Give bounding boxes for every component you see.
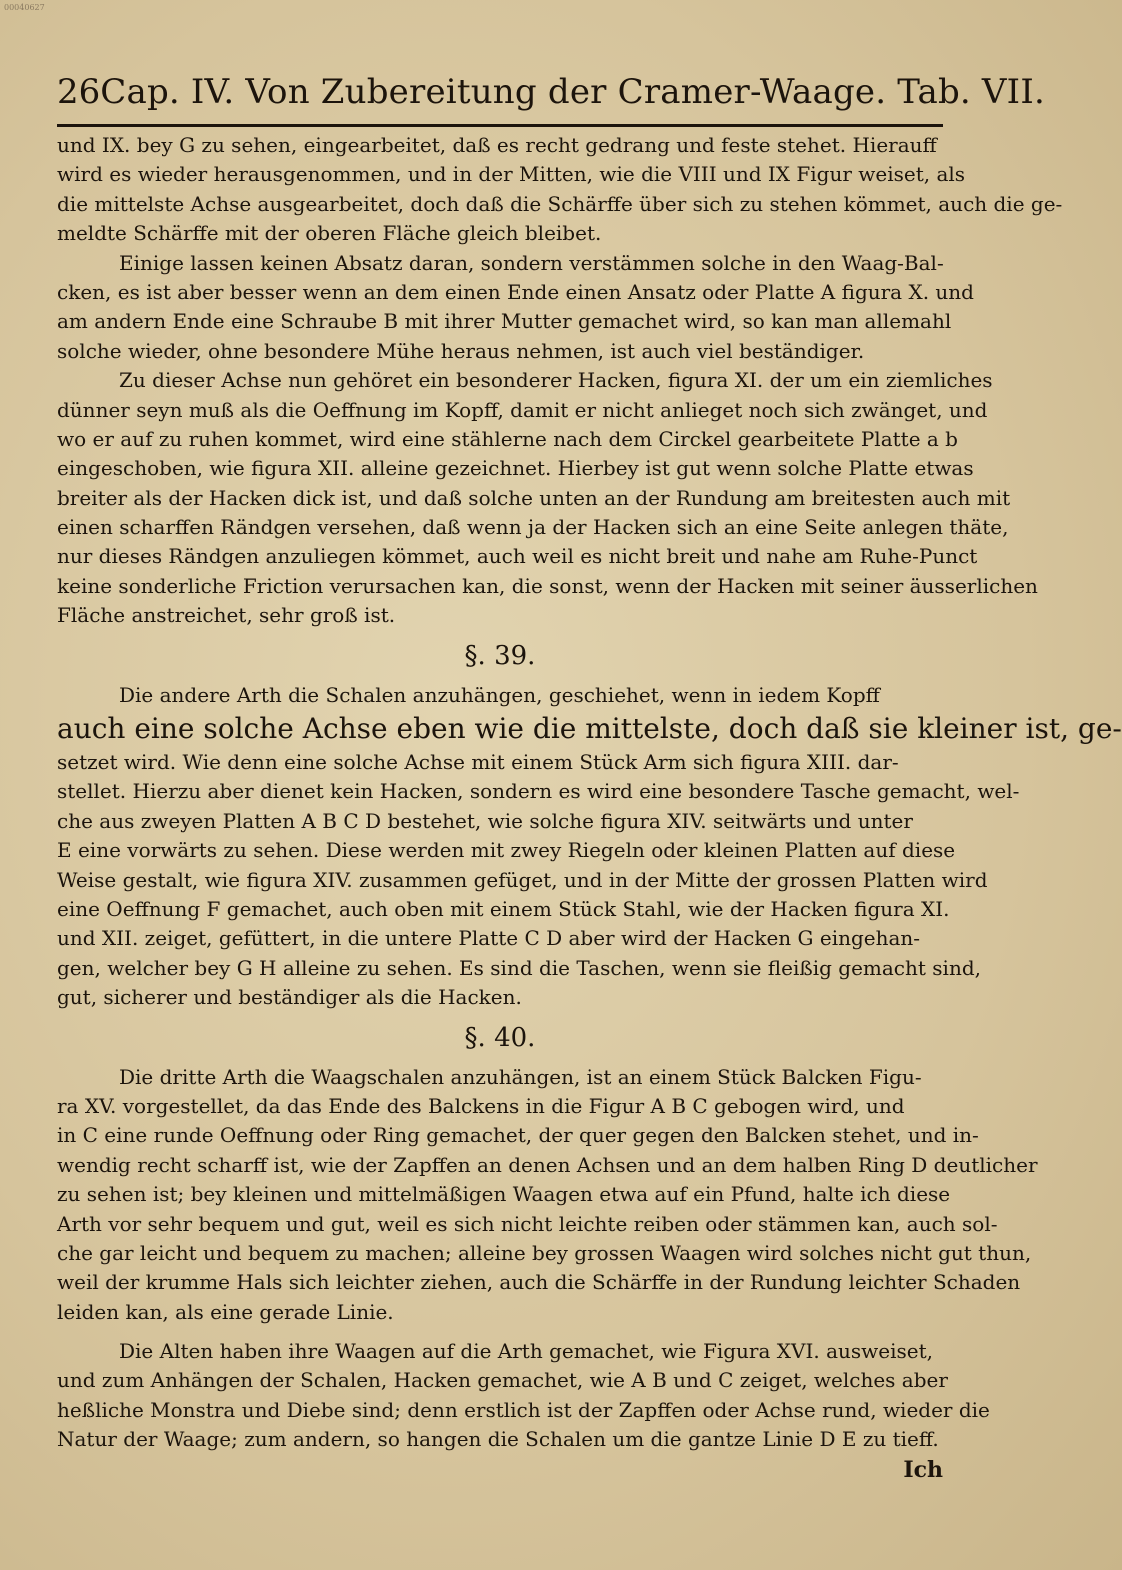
text-line: Die Alten haben ihre Waagen auf die Arth gemachet, wie Figura XVI. ausweiset, — [119, 1339, 933, 1364]
text-line: wendig recht scharff ist, wie der Zapffen an denen Achsen und an dem halben Ring D deutlicher — [57, 1152, 1038, 1177]
text-line: breiter als der Hacken dick ist, und daß solche unten an der Rundung am breitesten auch mit — [57, 485, 1011, 510]
catchword: Ich — [903, 1456, 943, 1483]
text-line: stellet. Hierzu aber dienet kein Hacken, sondern es wird eine besondere Tasche gemacht, wel- — [57, 779, 1020, 804]
text-line: Weise gestalt, wie figura XIV. zusammen gefüget, und in der Mitte der grossen Platten wird — [57, 867, 988, 892]
header-rule — [57, 124, 943, 127]
text-line: Fläche anstreichet, sehr groß ist. — [57, 603, 396, 628]
page — [57, 72, 1122, 1485]
text-line: weil der krumme Hals sich leichter ziehen, auch die Schärffe in der Rundung leichter Schaden — [57, 1270, 1021, 1295]
text-line: zu sehen ist; bey kleinen und mittelmäßigen Waagen etwa auf ein Pfund, halte ich diese — [57, 1182, 951, 1207]
corner-id: 00040627 — [4, 3, 45, 12]
text-line: eine Oeffnung F gemachet, auch oben mit einem Stück Stahl, wie der Hacken figura XI. — [57, 896, 950, 921]
text-line: Die dritte Arth die Waagschalen anzuhängen, ist an einem Stück Balcken Figu- — [119, 1064, 922, 1089]
body-text — [57, 131, 1122, 1485]
text-line: E eine vorwärts zu sehen. Diese werden mit zwey Riegeln oder kleinen Platten auf diese — [57, 838, 956, 863]
text-line: heßliche Monstra und Diebe sind; denn erstlich ist der Zapffen oder Achse rund, wieder die — [57, 1397, 990, 1422]
text-line: cken, es ist aber besser wenn an dem einen Ende einen Ansatz oder Platte A figura X. und — [57, 279, 974, 304]
text-line: einen scharffen Rändgen versehen, daß wenn ja der Hacken sich an eine Seite anlegen thäte, — [57, 515, 1009, 540]
text-line: dünner seyn muß als die Oeffnung im Kopff, damit er nicht anlieget noch sich zwänget, und — [57, 397, 988, 422]
text-line: setzet wird. Wie denn eine solche Achse mit einem Stück Arm sich figura XIII. dar- — [57, 750, 899, 775]
text-line: wird es wieder herausgenommen, und in der Mitten, wie die VIII und IX Figur weiset, als — [57, 162, 966, 187]
text-line: leiden kan, als eine gerade Linie. — [57, 1299, 394, 1324]
text-line: und IX. bey G zu sehen, eingearbeitet, daß es recht gedrang und feste stehet. Hierauff — [57, 133, 937, 157]
text-line: solche wieder, ohne besondere Mühe heraus nehmen, ist auch viel beständiger. — [57, 338, 865, 363]
text-line: meldte Schärffe mit der oberen Fläche gleich bleibet. — [57, 221, 602, 246]
section-heading: §. 40. — [464, 1022, 536, 1053]
text-line: in C eine runde Oeffnung oder Ring gemachet, der quer gegen den Balcken stehet, und in- — [57, 1123, 979, 1148]
text-line: Die andere Arth die Schalen anzuhängen, geschiehet, wenn in iedem Kopff — [119, 682, 880, 707]
text-line: und XII. zeiget, gefüttert, in die untere Platte C D aber wird der Hacken G eingehan- — [57, 926, 921, 951]
text-line: che aus zweyen Platten A B C D bestehet, wie solche figura XIV. seitwärts und unter — [57, 808, 913, 833]
text-line: che gar leicht und bequem zu machen; alleine bey grossen Waagen wird solches nicht gut thun, — [57, 1240, 1032, 1265]
text-line: Zu dieser Achse nun gehöret ein besonderer Hacken, figura XI. der um ein ziemliches — [119, 368, 993, 393]
text-line: am andern Ende eine Schraube B mit ihrer Mutter gemachet wird, so kan man allemahl — [57, 309, 952, 334]
text-line: wo er auf zu ruhen kommet, wird eine stählerne nach dem Circkel gearbeitete Platte a b — [57, 426, 958, 451]
text-line: keine sonderliche Friction verursachen kan, die sonst, wenn der Hacken mit seiner äusserlichen — [57, 573, 1038, 598]
text-line: gut, sicherer und beständiger als die Hacken. — [57, 985, 522, 1010]
text-line: Einige lassen keinen Absatz daran, sondern verstämmen solche in den Waag-Bal- — [119, 250, 944, 275]
text-line: auch eine solche Achse eben wie die mittelste, doch daß sie kleiner ist, ge- — [57, 712, 1122, 746]
text-line: eingeschoben, wie figura XII. alleine gezeichnet. Hierbey ist gut wenn solche Platte etwas — [57, 456, 974, 481]
page-number: 26 — [57, 72, 101, 112]
text-line: und zum Anhängen der Schalen, Hacken gemachet, wie A B und C zeiget, welches aber — [57, 1368, 948, 1393]
paragraph-gap — [57, 1327, 943, 1337]
text-line: nur dieses Rändgen anzuliegen kömmet, auch weil es nicht breit und nahe am Ruhe-Punct — [57, 544, 978, 569]
section-heading: §. 39. — [464, 640, 536, 671]
text-line: Arth vor sehr bequem und gut, weil es sich nicht leichte reiben oder stämmen kan, auch sol- — [57, 1211, 998, 1236]
text-line: Natur der Waage; zum andern, so hangen die Schalen um die gantze Linie D E zu tieff. — [57, 1427, 939, 1452]
text-line: gen, welcher bey G H alleine zu sehen. Es sind die Taschen, wenn sie fleißig gemacht sind, — [57, 955, 981, 980]
text-line: die mittelste Achse ausgearbeitet, doch daß die Schärffe über sich zu stehen kömmet, auch die ge- — [57, 191, 1063, 216]
running-title: Cap. IV. Von Zubereitung der Cramer-Waage. Tab. VII. — [100, 72, 1045, 112]
running-header — [57, 72, 1045, 122]
text-line: ra XV. vorgestellet, da das Ende des Balckens in die Figur A B C gebogen wird, und — [57, 1093, 905, 1118]
